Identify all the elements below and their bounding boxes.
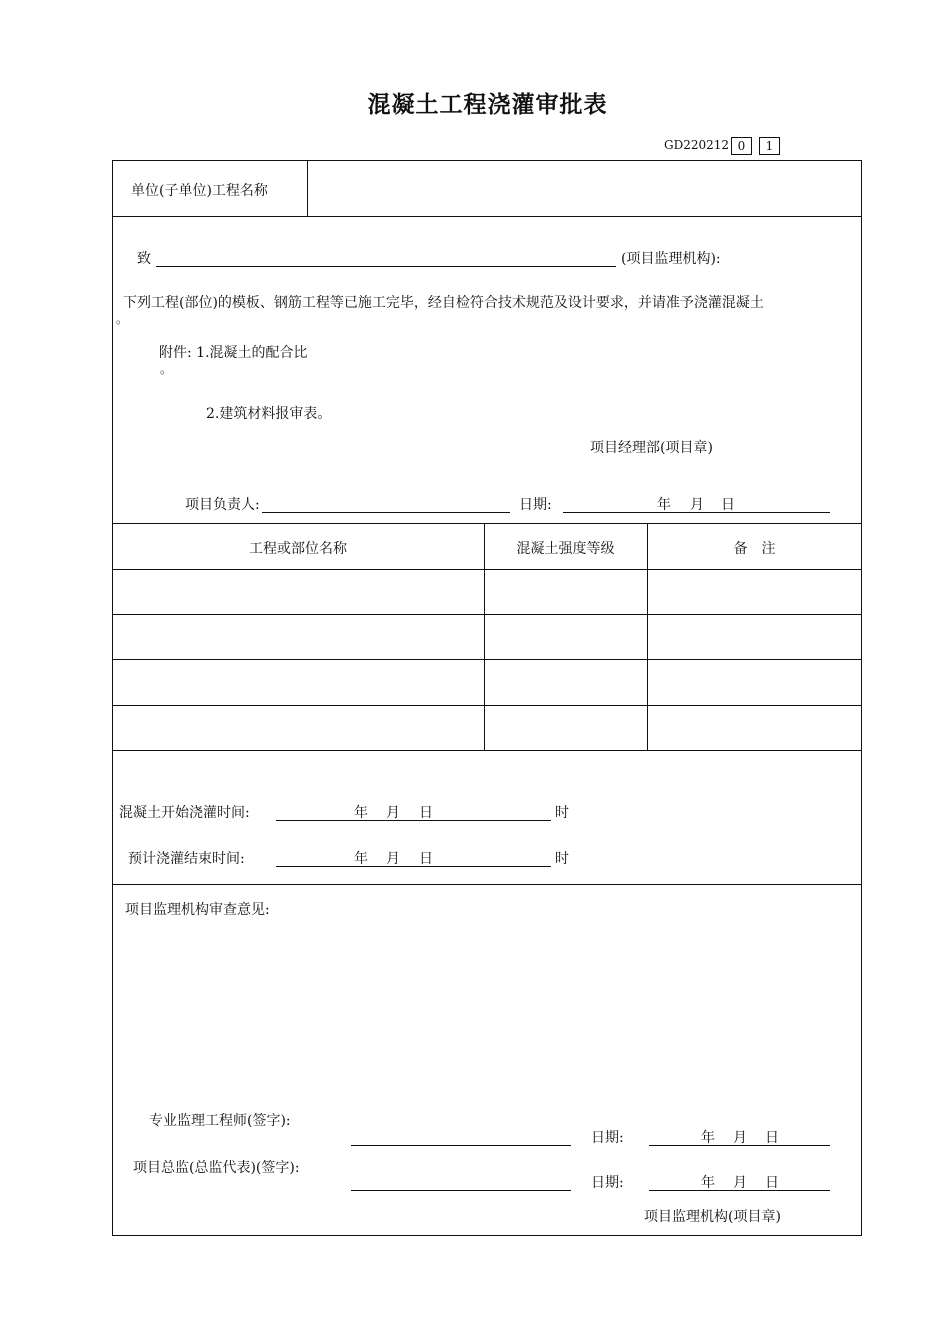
request-date-year: 年 [657,497,671,513]
engineer-date-year: 年 [701,1130,715,1146]
project-name-label: 单位(子单位)工程名称 [131,183,268,199]
engineer-signature-field[interactable] [351,1145,571,1146]
pour-start-month: 月 [386,805,400,821]
attachment-line2: 2.建筑材料报审表。 [206,406,332,422]
chief-date-month: 月 [733,1175,747,1191]
chief-signature-field[interactable] [351,1190,571,1191]
pour-start-day: 日 [419,805,433,821]
chief-date-label: 日期: [591,1175,624,1191]
form-code-box-1: 0 [731,137,752,155]
form-code: GD220212 [664,138,730,152]
review-opinion-label: 项目监理机构审查意见: [125,902,270,918]
divider [112,523,862,524]
pour-end-year: 年 [354,851,368,867]
table-row [112,569,862,570]
table-row [112,659,862,660]
chief-date-day: 日 [765,1175,779,1191]
form-frame [112,160,862,1236]
divider [112,216,862,217]
recipient-field[interactable] [156,266,616,267]
table-row [112,750,862,751]
engineer-date-day: 日 [765,1130,779,1146]
chief-label: 项目总监(总监代表)(签字): [133,1160,300,1176]
chief-date-year: 年 [701,1175,715,1191]
table-header-part: 工程或部位名称 [249,541,347,557]
responsible-signature-field[interactable] [262,512,510,513]
request-body-line2: 。 [116,312,129,326]
table-row [112,614,862,615]
divider [112,884,862,885]
request-date-day: 日 [721,497,735,513]
divider [307,160,308,217]
request-body-line1: 下列工程(部位)的模板、钢筋工程等已施工完毕，经自检符合技术规范及设计要求，并请准予浇灌混凝土 [123,295,764,311]
engineer-date-month: 月 [733,1130,747,1146]
table-header-remark: 备 注 [733,541,776,557]
pour-end-field[interactable] [276,866,551,867]
engineer-label: 专业监理工程师(签字): [149,1113,291,1129]
pour-start-year: 年 [354,805,368,821]
request-date-label: 日期: [519,497,552,513]
pour-start-label: 混凝土开始浇灌时间: [119,805,250,821]
table-row [112,705,862,706]
engineer-date-label: 日期: [591,1130,624,1146]
to-label: 致 [137,251,151,267]
pour-end-hour: 时 [555,851,569,867]
form-code-box-2: 1 [759,137,780,155]
pour-end-month: 月 [386,851,400,867]
request-date-month: 月 [690,497,704,513]
page-title: 混凝土工程浇灌审批表 [367,92,608,118]
pour-end-day: 日 [419,851,433,867]
responsible-label: 项目负责人: [185,497,260,513]
pour-start-field[interactable] [276,820,551,821]
attachment-period: 。 [160,362,173,376]
table-header-grade: 混凝土强度等级 [516,541,615,557]
pour-end-label: 预计浇灌结束时间: [128,851,245,867]
contractor-stamp-label: 项目经理部(项目章) [590,440,713,456]
to-suffix: (项目监理机构): [621,251,721,267]
pour-start-hour: 时 [555,805,569,821]
attachment-line1: 附件: 1.混凝土的配合比 [159,345,308,361]
supervisor-stamp-label: 项目监理机构(项目章) [644,1209,781,1225]
